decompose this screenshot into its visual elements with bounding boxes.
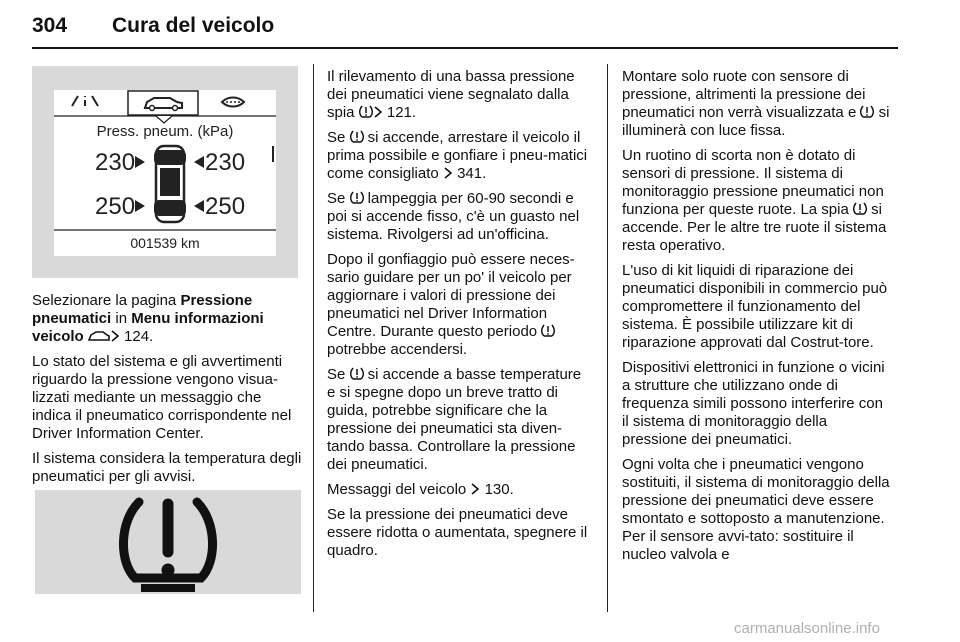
text-span: si illuminerà con luce fissa.	[622, 104, 890, 139]
text-span: in	[111, 310, 132, 327]
pressure-label: Press. pneum. (kPa)	[96, 123, 234, 140]
paragraph: L'uso di kit liquidi di riparazione dei pneumatici disponibili in commercio può compromettere il funzionamento del sistema. È possibile utilizzare kit di riparazione approvati dal Costrut-tore.	[622, 262, 888, 351]
tpms-warning-icon	[350, 191, 364, 205]
paragraph: Dispositivi elettronici in funzione o vicini a strutture che utilizzano onde di frequenza simili possono interferire con il sistema di monitoraggio della pressione dei pneumatici.	[622, 359, 885, 448]
tpms-warning-icon	[541, 324, 555, 338]
text-span: Dopo il gonfiaggio può essere neces-sario guidare per un po' il veicolo per aggiornare i valori di pressione dei pneumatici nel Driver Information Centre. Durante questo periodo	[327, 251, 575, 340]
paragraph: Se la pressione dei pneumatici deve essere ridotta o aumentata, spegnere il quadro.	[327, 506, 588, 559]
column-1	[32, 66, 302, 493]
tpms-warning-icon	[350, 367, 364, 381]
paragraph	[327, 129, 593, 183]
section-title: Cura del veicolo	[112, 14, 275, 37]
page-reference: 130.	[480, 481, 514, 498]
page-reference: 124.	[119, 328, 154, 345]
cluster-display-illustration	[32, 66, 298, 278]
text-span: Selezionare la pagina	[32, 292, 181, 309]
tpms-warning-icon	[359, 105, 373, 119]
odometer-readout: 001539 km	[130, 235, 200, 251]
paragraph	[327, 251, 593, 359]
column-3	[622, 68, 890, 571]
paragraph	[622, 68, 890, 140]
page-number: 304	[32, 14, 68, 37]
page-header	[32, 0, 898, 50]
column-divider-2	[607, 64, 608, 612]
front-right-pressure: 230	[205, 149, 246, 176]
page-reference: 341.	[452, 165, 487, 182]
paragraph	[327, 366, 593, 474]
text-span: si accende, arrestare il veicolo il prima possibile e gonfiare i pneu-matici come consigliato	[327, 129, 588, 182]
paragraph	[32, 292, 302, 346]
watermark: carmanualsonline.info	[734, 620, 880, 637]
menu-name: Menu informazioni veicolo	[32, 310, 264, 345]
paragraph: Ogni volta che i pneumatici vengono sostituiti, il sistema di monitoraggio della pressione dei pneumatici deve essere smontato e sottoposto a manutenzione. Per il sensore avvi-tato: sostituire il nucleo valvola e	[622, 456, 890, 563]
paragraph	[622, 147, 890, 255]
text-span: Se	[327, 129, 350, 146]
text-span: Il rilevamento di una bassa pressione dei pneumatici viene segnalato dalla spia	[327, 68, 575, 121]
text-span: si accende a basse temperature e si spegne dopo un breve tratto di guida, potrebbe significare che la pressione dei pneumatici sta diven-tando bassa. Controllare la pressione dei pneumatici.	[327, 366, 582, 473]
page-reference: 121.	[382, 104, 417, 121]
column-divider-1	[313, 64, 314, 612]
text-span: Montare solo ruote con sensore di pressione, altrimenti la pressione dei pneumatici non verrà visualizzata e	[622, 68, 866, 121]
page-reference-arrow-icon	[443, 167, 453, 179]
column-2	[327, 68, 593, 567]
tpms-warning-icon	[853, 202, 867, 216]
paragraph	[327, 190, 593, 244]
paragraph: Lo stato del sistema e gli avvertimenti riguardo la pressione vengono visua-lizzati mediante un messaggio che indica il pneumatico corrispondente nel Driver Information Center.	[32, 353, 292, 442]
tpms-warning-icon	[350, 130, 364, 144]
car-menu-icon	[88, 330, 110, 342]
text-span: si accende. Per le altre tre ruote il sistema resta operativo.	[622, 201, 887, 254]
car-top-view-icon	[154, 146, 186, 222]
header-rule	[32, 47, 898, 49]
tpms-warning-symbol-figure	[35, 490, 301, 594]
menu-page-name: Pressione pneumatici	[32, 292, 253, 327]
page-reference-arrow-icon	[470, 483, 480, 495]
paragraph: Il sistema considera la temperatura degli pneumatici per gli avvisi.	[32, 450, 302, 485]
text-span: Un ruotino di scorta non è dotato di sensori di pressione. Il sistema di monitoraggio pressione pneumatici non funziona per queste ruote. La spia	[622, 147, 884, 218]
rear-right-pressure: 250	[205, 193, 246, 220]
page-reference-arrow-icon	[110, 330, 120, 342]
paragraph	[327, 481, 593, 499]
tpms-warning-icon	[860, 105, 874, 119]
paragraph	[327, 68, 593, 122]
tpms-warning-icon	[35, 490, 301, 594]
front-left-pressure: 230	[95, 149, 136, 176]
text-span: potrebbe accendersi.	[327, 341, 468, 358]
text-span: lampeggia per 60-90 secondi e poi si accende fisso, c'è un guasto nel sistema. Rivolgersi ad un'officina.	[327, 190, 580, 243]
rear-left-pressure: 250	[95, 193, 136, 220]
tire-pressure-display-figure	[32, 66, 298, 278]
page-reference-arrow-icon	[373, 106, 383, 118]
text-span: Se	[327, 366, 350, 383]
text-span: Messaggi del veicolo	[327, 481, 471, 498]
text-span: Se	[327, 190, 350, 207]
